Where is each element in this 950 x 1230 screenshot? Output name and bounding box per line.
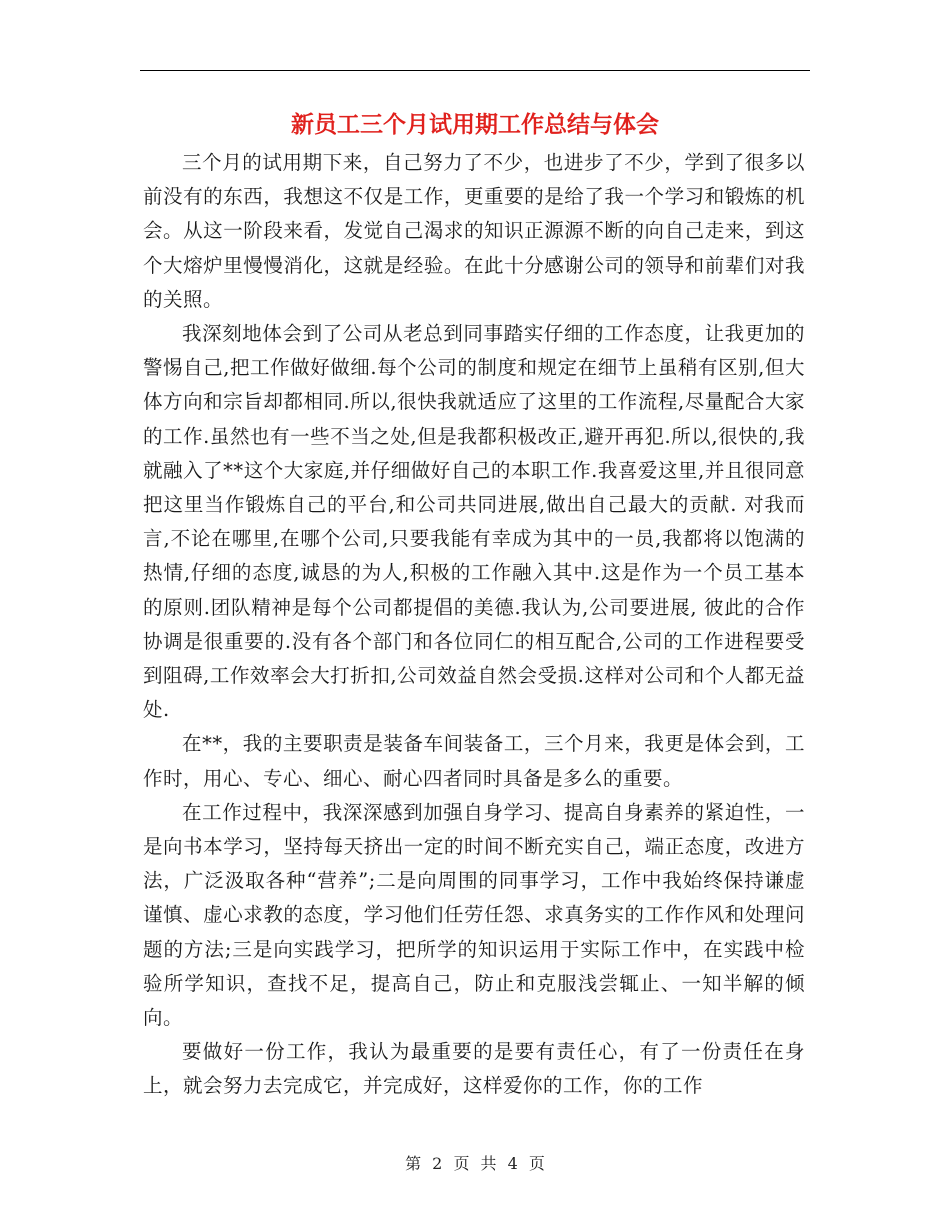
document-title: 新员工三个月试用期工作总结与体会 xyxy=(291,112,659,138)
header-rule xyxy=(140,70,810,71)
document-body xyxy=(143,146,805,1104)
paragraph-3: 在**，我的主要职责是装备车间装备工，三个月来，我更是体会到，工作时，用心、专心、细心、耐心四者同时具备是多么的重要。 xyxy=(143,732,805,790)
paragraph-4: 在工作过程中，我深深感到加强自身学习、提高自身素养的紧迫性，一是向书本学习，坚持每天挤出一定的时间不断充实自己，端正态度，改进方法，广泛汲取各种“营养”;二是向周围的同事学习，工作中我始终保持谦虚谨慎、虚心求教的态度，学习他们任劳任怨、求真务实的工作作风和处理问题的方法;三是向实践学习，把所学的知识运用于实际工作中，在实践中检验所学知识，查找不足，提高自己，防止和克服浅尝辄止、一知半解的倾向。 xyxy=(143,800,805,1030)
paragraph-2: 我深刻地体会到了公司从老总到同事踏实仔细的工作态度，让我更加的警惕自己,把工作做好做细.每个公司的制度和规定在细节上虽稍有区别,但大体方向和宗旨却都相同.所以,很快我就适应了这里的工作流程,尽量配合大家的工作.虽然也有一些不当之处,但是我都积极改正,避开再犯.所以,很快的,我就融入了**这个大家庭,并仔细做好自己的本职工作.我喜爱这里,并且很同意把这里当作锻炼自己的平台,和公司共同进展,做出自己最大的贡献. 对我而言,不论在哪里,在哪个公司,只要我能有幸成为其中的一员,我都将以饱满的热情,仔细的态度,诚恳的为人,积极的工作融入其中.这是作为一个员工基本的原则.团队精神是每个公司都提倡的美德.我认为,公司要进展, 彼此的合作协调是很重要的.没有各个部门和各位同仁的相互配合,公司的工作进程要受到阻碍,工作效率会大打折扣,公司效益自然会受损.这样对公司和个人都无益处. xyxy=(143,322,805,722)
paragraph-5: 要做好一份工作，我认为最重要的是要有责任心，有了一份责任在身上，就会努力去完成它，并完成好，这样爱你的工作，你的工作 xyxy=(143,1040,805,1098)
paragraph-1: 三个月的试用期下来，自己努力了不少，也进步了不少，学到了很多以前没有的东西，我想这不仅是工作，更重要的是给了我一个学习和锻炼的机会。从这一阶段来看，发觉自己渴求的知识正源源不断的向自己走来，到这个大熔炉里慢慢消化，这就是经验。在此十分感谢公司的领导和前辈们对我的关照。 xyxy=(143,151,805,311)
page-number-footer: 第 2 页 共 4 页 xyxy=(405,1154,545,1173)
